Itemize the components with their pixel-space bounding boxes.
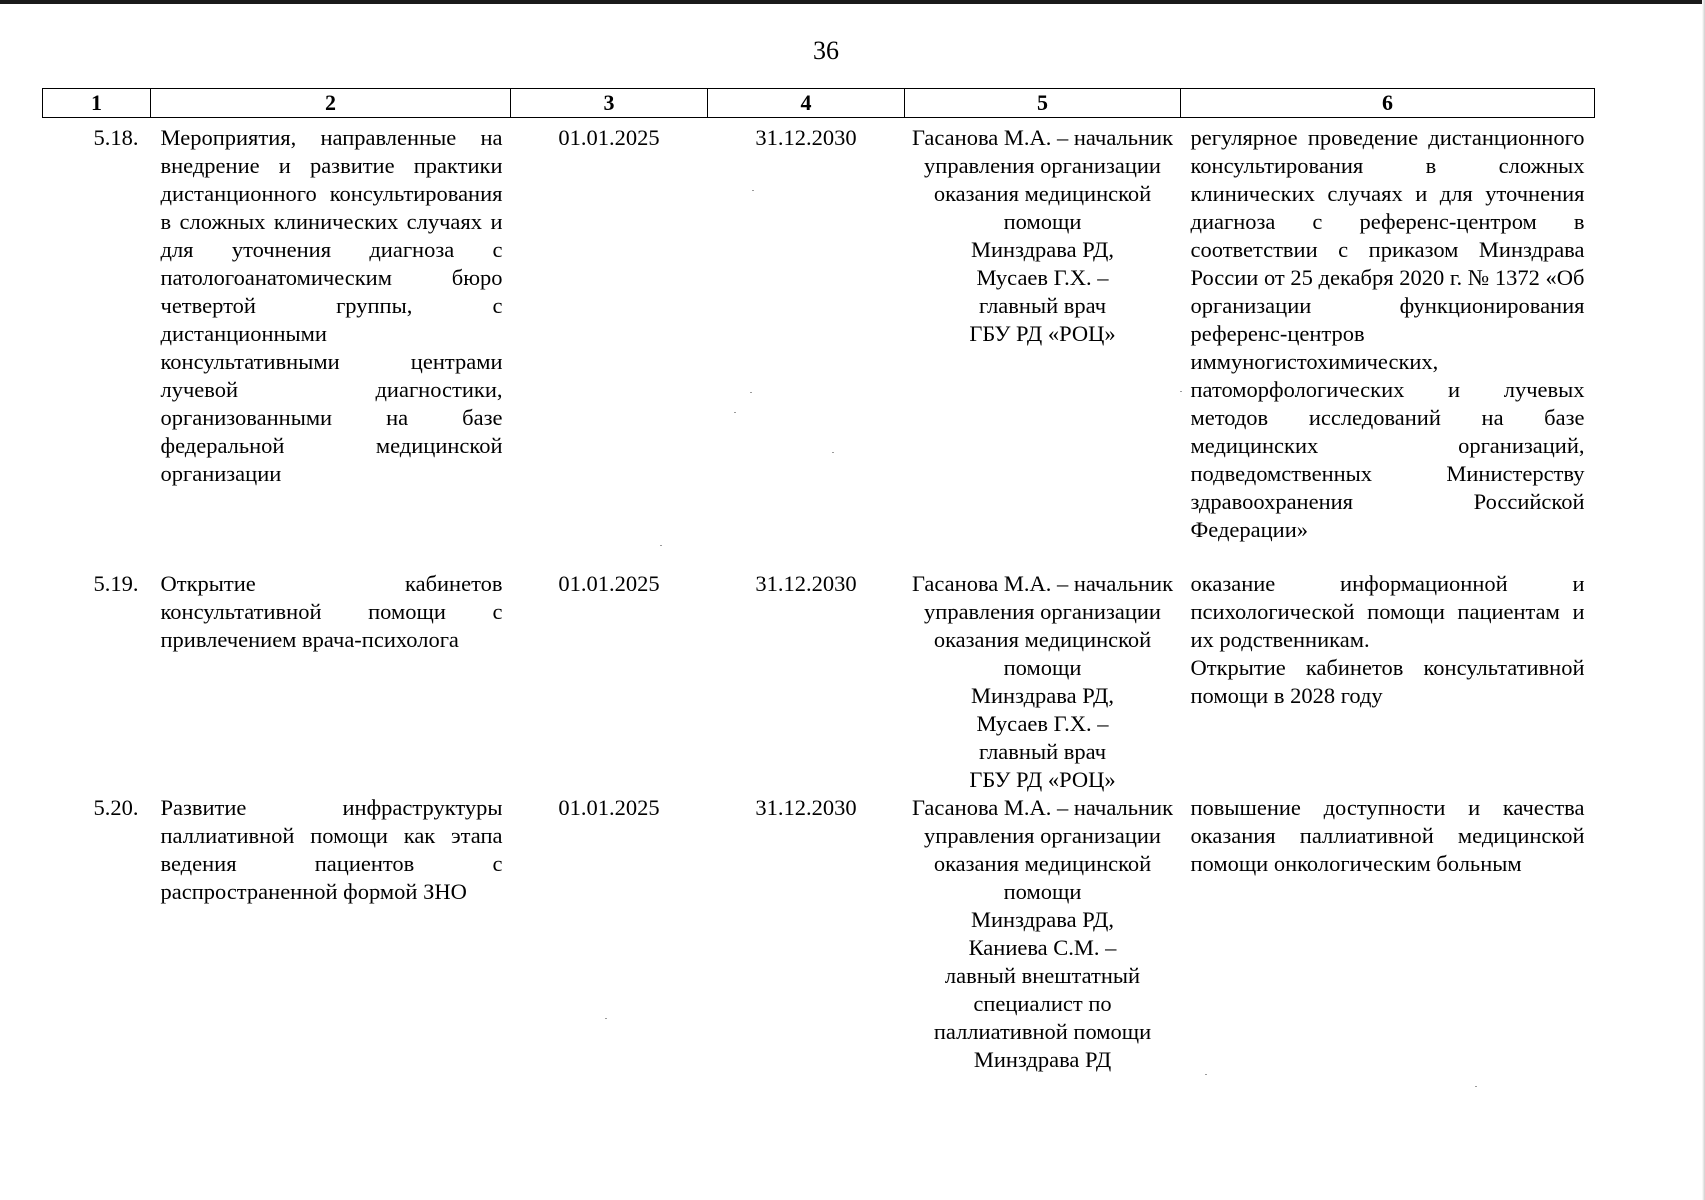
measure-name: Развитие инфраструктуры паллиативной помощи как этапа ведения пациентов с распространенной формой ЗНО: [160, 794, 503, 904]
row-number: 5.18.: [93, 124, 139, 150]
responsible-line: Гасанова М.А. – начальник управления организации оказания медицинской помощи: [911, 124, 1174, 234]
scan-speck: [660, 545, 662, 546]
result-paragraph: регулярное проведение дистанционного консультирования в сложных клинических случаях и для уточнения диагноза с референс-центром в соответствии с приказом Минздрава России от 25 декабря 2020 г. № 1372 «Об организации функционирования референс-центров иммуногистохимических, патоморфологических и лучевых методов исследований на базе медицинских организаций, подведомственных Министерству здравоохранения Российской Федерации»: [1190, 124, 1585, 542]
column-header-6: 6: [1181, 89, 1595, 118]
table-row: [43, 570, 1595, 794]
start-date: 01.01.2025: [558, 570, 660, 596]
responsible-line: Гасанова М.А. – начальник управления организации оказания медицинской помощи: [911, 570, 1174, 680]
responsible-line: ГБУ РД «РОЦ»: [969, 766, 1116, 792]
expected-result: [1181, 124, 1595, 570]
measure-name: Мероприятия, направленные на внедрение и развитие практики дистанционного консультирования в сложных клинических случаях и для уточнения диагноза с патологоанатомическим бюро четвертой группы, с дистанционными консультативными центрами лучевой диагностики, организованными на базе федеральной медицинской организации: [160, 124, 503, 486]
measures-table: [42, 88, 1595, 1074]
table-row: [43, 794, 1595, 1074]
responsible-persons: [905, 794, 1181, 1074]
end-date: 31.12.2030: [755, 794, 857, 820]
responsible-line: Минздрава РД,: [971, 682, 1114, 708]
responsible-line: ГБУ РД «РОЦ»: [969, 320, 1116, 346]
result-paragraph: повышение доступности и качества оказания паллиативной медицинской помощи онкологическим больным: [1190, 794, 1585, 876]
responsible-line: Минздрава РД,: [971, 906, 1114, 932]
responsible-line: Гасанова М.А. – начальник управления организации оказания медицинской помощи: [911, 794, 1174, 904]
scan-speck: [605, 1018, 607, 1019]
column-header-5: 5: [905, 89, 1181, 118]
column-header-4: 4: [708, 89, 905, 118]
row-number: 5.19.: [93, 570, 139, 596]
responsible-line: главный врач: [978, 738, 1107, 764]
responsible-line: Мусаев Г.Х. –: [976, 710, 1109, 736]
result-paragraph: оказание информационной и психологической помощи пациентам и их родственникам.: [1190, 570, 1585, 652]
expected-result: [1181, 570, 1595, 794]
expected-result: [1181, 794, 1595, 1074]
start-date: 01.01.2025: [558, 124, 660, 150]
scan-speck: [750, 392, 752, 393]
column-header-2: 2: [151, 89, 511, 118]
scan-speck: [752, 190, 754, 191]
responsible-persons: [905, 570, 1181, 794]
row-number: 5.20.: [93, 794, 139, 820]
scan-speck: [734, 412, 736, 413]
responsible-line: главный врач: [978, 292, 1107, 318]
scan-speck: [1475, 1086, 1477, 1087]
responsible-persons: [905, 124, 1181, 570]
responsible-line: Мусаев Г.Х. –: [976, 264, 1109, 290]
scan-speck: [1205, 1074, 1207, 1075]
result-paragraph: Открытие кабинетов консультативной помощи в 2028 году: [1190, 654, 1585, 708]
table-row: [43, 124, 1595, 570]
responsible-line: Каниева С.М. –: [968, 934, 1117, 960]
scan-edge-top: [0, 0, 1705, 4]
measure-name: Открытие кабинетов консультативной помощи с привлечением врача-психолога: [160, 570, 503, 652]
column-header-1: 1: [43, 89, 151, 118]
page-number: 36: [813, 36, 839, 65]
header-row: [43, 89, 1595, 118]
scan-speck: [1180, 391, 1182, 392]
responsible-line: Минздрава РД,: [971, 236, 1114, 262]
scan-speck: [832, 452, 834, 453]
responsible-line: лавный внештатный специалист по паллиативной помощи Минздрава РД: [933, 962, 1152, 1072]
end-date: 31.12.2030: [755, 570, 857, 596]
start-date: 01.01.2025: [558, 794, 660, 820]
end-date: 31.12.2030: [755, 124, 857, 150]
column-header-3: 3: [511, 89, 708, 118]
